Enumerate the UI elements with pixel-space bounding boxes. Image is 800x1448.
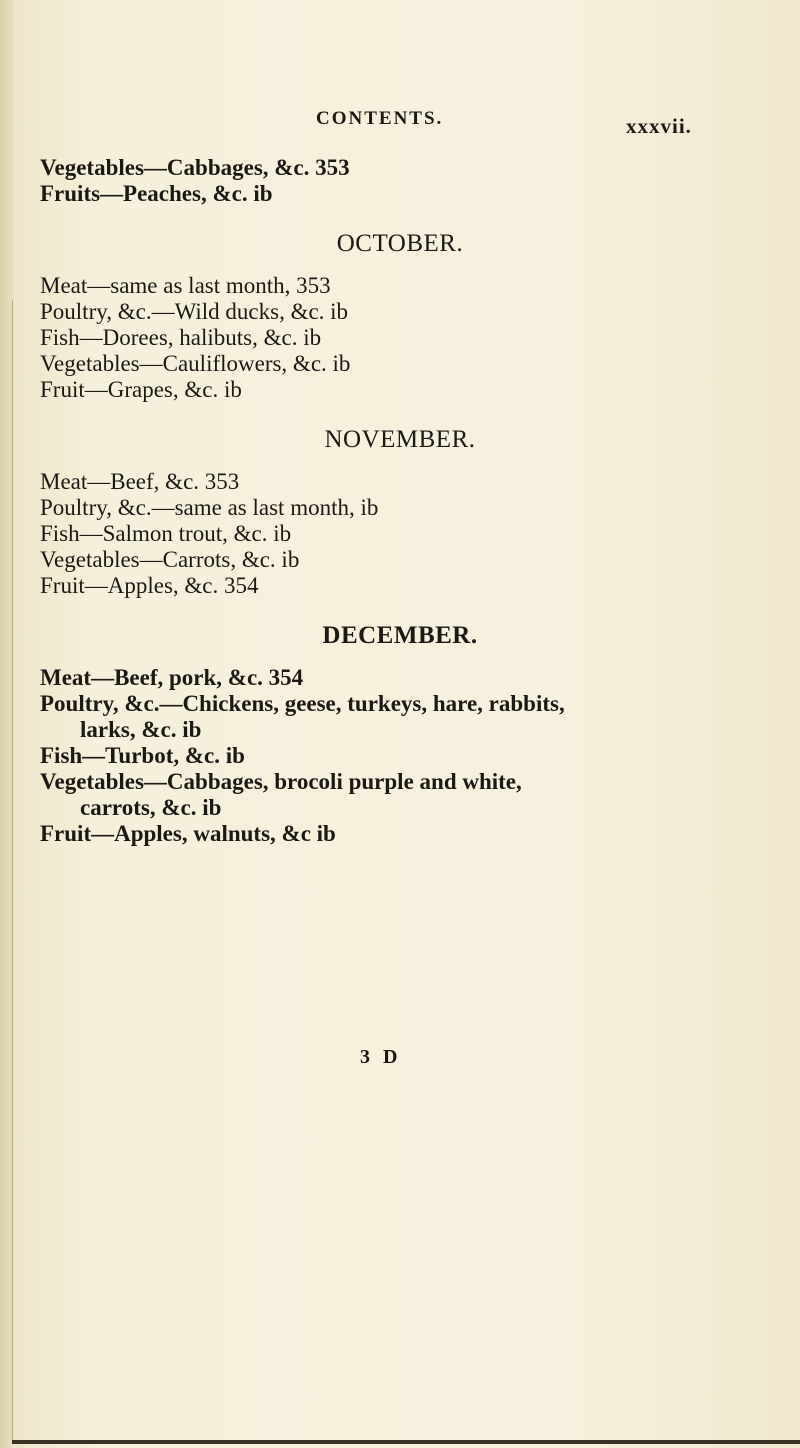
running-head <box>0 108 800 138</box>
section-heading-november: NOVEMBER. <box>324 426 476 453</box>
contents-entry: Fruits—Peaches, &c. ib <box>40 181 273 206</box>
contents-entry: Poultry, &c.—Wild ducks, &c. ib <box>40 299 349 324</box>
contents-entry: Poultry, &c.—same as last month, ib <box>40 495 379 520</box>
contents-entry: Fish—Dorees, halibuts, &c. ib <box>40 325 322 350</box>
contents-entry-continuation: carrots, &c. ib <box>80 795 222 820</box>
contents-entry: Meat—Beef, pork, &c. 354 <box>40 665 304 690</box>
page-edge-line <box>12 300 13 1440</box>
contents-entry: Fish—Salmon trout, &c. ib <box>40 521 292 546</box>
contents-entry: Vegetables—Cauliflowers, &c. ib <box>40 351 351 376</box>
contents-entry: Fish—Turbot, &c. ib <box>40 743 245 768</box>
contents-entry: Meat—Beef, &c. 353 <box>40 469 240 494</box>
contents-entry: Poultry, &c.—Chickens, geese, turkeys, hare, rabbits, <box>40 691 565 716</box>
contents-entry: Vegetables—Carrots, &c. ib <box>40 547 300 572</box>
contents-entry: Vegetables—Cabbages, brocoli purple and white, <box>40 769 522 794</box>
contents-entry: Fruit—Apples, walnuts, &c ib <box>40 821 336 846</box>
page-number: xxxvii. <box>626 114 692 138</box>
contents-entry-continuation: larks, &c. ib <box>80 717 202 742</box>
contents-entry: Fruit—Apples, &c. 354 <box>40 573 259 598</box>
bottom-edge-rule <box>12 1440 800 1444</box>
section-heading-october: OCTOBER. <box>336 230 464 257</box>
running-title: CONTENTS. <box>316 108 444 129</box>
section-heading-december: DECEMBER. <box>322 622 478 649</box>
signature-mark: 3 D <box>360 1046 402 1068</box>
contents-entry: Vegetables—Cabbages, &c. 353 <box>40 155 350 180</box>
contents-list <box>40 155 760 847</box>
contents-entry: Fruit—Grapes, &c. ib <box>40 377 242 402</box>
contents-entry: Meat—same as last month, 353 <box>40 273 331 298</box>
